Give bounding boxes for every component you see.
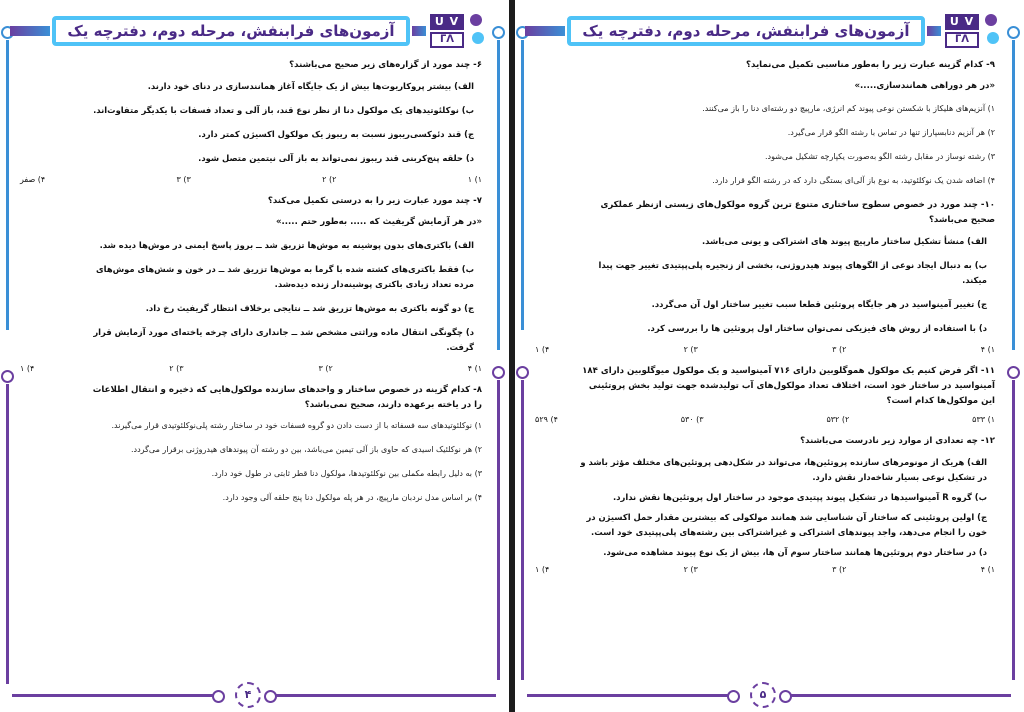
answer-option[interactable]: ۲) ۳ — [832, 345, 847, 354]
right-rail-decoration — [497, 380, 500, 680]
page-header — [10, 12, 500, 50]
left-rail-decoration — [6, 384, 9, 684]
answer-option[interactable]: ۳) ۲ — [683, 565, 698, 574]
footer-dot — [264, 690, 277, 703]
answer-option[interactable]: ۳) ۳ — [176, 175, 191, 184]
footer-dot — [212, 690, 225, 703]
bubble-decoration — [470, 14, 482, 26]
answer-option[interactable]: ۴) ۵۲۹ — [535, 415, 558, 424]
answer-option[interactable]: ۴) ۱ — [20, 364, 35, 373]
footer-line-decoration — [527, 694, 737, 697]
answer-options — [20, 364, 482, 373]
page-title: آزمون‌های فرابنفش، مرحله دوم، دفترچه یک — [582, 22, 910, 40]
question-7: ۷- چند مورد عبارت زیر را به درستی تکمیل می‌کند؟ — [267, 196, 482, 206]
answer-options — [535, 415, 995, 424]
answer-option[interactable]: ۲) ۵۳۲ — [826, 415, 850, 424]
answer-options — [535, 565, 995, 574]
page-number: ۵ — [750, 682, 776, 708]
header-strip-decoration — [525, 26, 565, 36]
answer-option[interactable]: ۴) ۱ — [535, 345, 550, 354]
page-title: آزمون‌های فرابنفش، مرحله دوم، دفترچه یک — [67, 22, 395, 40]
answer-option[interactable]: ۱) ۴ — [467, 364, 482, 373]
footer-dot — [727, 690, 740, 703]
answer-choice[interactable]: ۳) رشته نوساز در مقابل رشته الگو به‌صورت یکپارچه تشکیل می‌شود. — [764, 152, 995, 161]
bubble-decoration — [472, 32, 484, 44]
rail-dot — [1007, 366, 1020, 379]
question-11: ۱۱- اگر فرض کنیم یک مولکول هموگلوبین دارای ۷۱۶ آمینواسید و یک مولکول میوگلوبین دارای ۱۸۴ آمینواسید در ساختار خود است، اختلاف تعداد مولکول‌های آب تولیدشده جهت تولید بخش پروتئینی این مولکول‌ها کدام است؟ — [582, 366, 995, 406]
statement: ب) به دنبال ایجاد نوعی از الگوهای پیوند هیدروژنی، بخشی از زنجیره پلی‌پپتیدی تغییر جهت پیدا میکند. — [598, 260, 987, 285]
right-page — [515, 0, 1024, 712]
answer-options — [20, 175, 482, 184]
footer-dot — [779, 690, 792, 703]
header-strip-decoration — [10, 26, 50, 36]
statement: الف) منشأ تشکیل ساختار مارپیچ پیوند های اشتراکی و یونی می‌باشد. — [701, 236, 987, 246]
left-rail-decoration — [6, 40, 9, 330]
statement: ج) اولین پروتئینی که ساختار آن شناسایی شد همانند مولکولی که بیشترین مقدار حمل اکسیژن در خون را انجام می‌دهد، واجد پیوندهای اشتراکی و غیراشتراکی بین رشته‌های پلی‌پپتیدی خود است. — [586, 512, 987, 537]
answer-option[interactable]: ۲) ۳ — [318, 364, 333, 373]
bubble-decoration — [985, 14, 997, 26]
question-12: ۱۲- چه تعدادی از موارد زیر نادرست می‌باشند؟ — [800, 436, 995, 446]
question-8: ۸- کدام گزینه در خصوص ساختار و واحدهای سازنده مولکول‌هایی که ذخیره و انتقال اطلاعات را در یاخته برعهده دارند، صحیح نمی‌باشد؟ — [92, 385, 482, 410]
statement: د) حلقه پنج‌کربنی قند ریبوز نمی‌تواند به باز آلی نیتمین متصل شود. — [198, 153, 474, 163]
left-rail-decoration — [521, 40, 524, 330]
question-quote: «در هر آزمایش گریفیث که ..... به‌طور حتم .....» — [275, 217, 482, 227]
page-number: ۴ — [235, 682, 261, 708]
answer-option[interactable]: ۱) ۱ — [467, 175, 482, 184]
header-strip-decoration — [927, 26, 941, 36]
question-6: ۶- چند مورد از گزاره‌های زیر صحیح می‌باشند؟ — [289, 60, 482, 70]
rail-dot — [492, 366, 505, 379]
right-rail-decoration — [497, 40, 500, 350]
answer-option[interactable]: ۴) صفر — [20, 175, 46, 184]
rail-dot — [516, 366, 529, 379]
answer-option[interactable]: ۱) ۴ — [980, 565, 995, 574]
brand-logo: U V ᒥᐱ — [945, 14, 979, 48]
answer-option[interactable]: ۲) ۳ — [832, 565, 847, 574]
question-10: ۱۰- چند مورد در خصوص سطوح ساختاری متنوع ترین گروه مولکول‌های زیستی ازنظر عملکری صحیح می‌باشد؟ — [600, 200, 995, 225]
answer-option[interactable]: ۴) ۱ — [535, 565, 550, 574]
bubble-decoration — [987, 32, 999, 44]
brand-logo: U V ᒥᐱ — [430, 14, 464, 48]
statement: الف) باکتری‌های بدون پوشینه به موش‌ها تزریق شد ــ بروز پاسخ ایمنی در موش‌ها دیده شد. — [99, 240, 474, 250]
left-rail-decoration — [521, 380, 524, 680]
answer-choice[interactable]: ۲) هر نوکلئیک اسیدی که حاوی باز آلی تیمین می‌باشد، بین دو رشته آن پیوندهای هیدروژنی برقرار می‌گردد. — [131, 445, 482, 454]
answer-choice[interactable]: ۱) نوکلئوتیدهای سه فسفاته با از دست دادن دو گروه فسفات خود در ساختار رشته پلی‌نوکلئوتیدی قرار می‌گیرند. — [111, 421, 482, 430]
statement: ج) دو گونه باکتری به موش‌ها تزریق شد ــ نتایجی برخلاف انتظار گریفیث رخ داد. — [145, 303, 474, 313]
left-page — [0, 0, 509, 712]
question-9: ۹- کدام گزینه عبارت زیر را به‌طور مناسبی تکمیل می‌نماید؟ — [746, 60, 995, 70]
answer-choice[interactable]: ۴) بر اساس مدل نردبان مارپیچ، در هر پله مولکول دنا پنج حلقه آلی وجود دارد. — [222, 493, 482, 502]
statement: ب) فقط باکتری‌های کشته شده با گرما به موش‌ها تزریق شد ــ در خون و شش‌های موش‌های مرده تعداد زیادی باکتری پوشینه‌دار زنده دیده‌شد. — [96, 264, 474, 289]
answer-option[interactable]: ۳) ۵۳۰ — [680, 415, 704, 424]
answer-option[interactable]: ۱) ۴ — [980, 345, 995, 354]
answer-choice[interactable]: ۲) هر آنزیم دنابسپاراز تنها در تماس با رشته الگو قرار می‌گیرد. — [787, 128, 995, 137]
answer-options — [535, 345, 995, 354]
footer-line-decoration — [270, 694, 496, 697]
answer-option[interactable]: ۳) ۲ — [683, 345, 698, 354]
statement: ب) نوکلئوتیدهای یک مولکول دنا از نظر نوع قند، باز آلی و تعداد فسفات با یکدیگر متفاوت‌اند. — [93, 105, 474, 115]
footer-line-decoration — [785, 694, 1011, 697]
answer-option[interactable]: ۱) ۵۳۳ — [972, 415, 995, 424]
header-strip-decoration — [412, 26, 426, 36]
answer-option[interactable]: ۲) ۲ — [322, 175, 337, 184]
page-content — [20, 58, 482, 515]
answer-choice[interactable]: ۱) آنزیم‌های هلیکاز با شکستن نوعی پیوند کم انرژی، مارپیچ دو رشته‌ای دنا را باز می‌کنند. — [702, 104, 995, 113]
rail-dot — [1, 370, 14, 383]
statement: د) چگونگی انتقال ماده وراثتی مشخص شد ــ جانداری دارای چرخه یاخته‌ای مورد آزمایش قرار گرفت. — [93, 327, 474, 352]
footer-line-decoration — [12, 694, 222, 697]
page-content — [535, 58, 995, 584]
page-header — [525, 12, 1015, 50]
answer-option[interactable]: ۳) ۲ — [169, 364, 184, 373]
right-rail-decoration — [1012, 380, 1015, 680]
statement: الف) بیشتر پروکاریوت‌ها بیش از یک جایگاه آغاز همانندسازی در دنای خود دارند. — [147, 81, 474, 91]
question-quote: «در هر دوراهی همانندسازی.....» — [854, 81, 995, 91]
statement: ج) قند دئوکسی‌ریبوز نسبت به ریبوز یک مولکول اکسیژن کمتر دارد. — [198, 129, 474, 139]
statement: ج) تغییر آمینواسید در هر جایگاه پروتئین قطعا سبب تغییر ساختار اول آن می‌گردد. — [651, 299, 987, 309]
answer-choice[interactable]: ۴) اضافه شدن یک نوکلئوتید، به نوع باز آلی‌ای بستگی دارد که در رشته الگو قرار دارد. — [712, 176, 995, 185]
header-title-box — [52, 16, 410, 46]
answer-choice[interactable]: ۳) به دلیل رابطه مکملی بین نوکلئوتیدها، مولکول دنا قطر ثابتی در طول خود دارد. — [211, 469, 482, 478]
statement: د) با استفاده از روش های فیزیکی نمی‌توان ساختار اول پروتئین ها را بررسی کرد. — [647, 323, 987, 333]
statement: ب) گروه R آمینواسیدها در تشکیل پیوند پپتیدی موجود در ساختار اول پروتئین‌ها نقش ندارد. — [613, 492, 987, 502]
statement: الف) هریک از مونومرهای سازنده پروتئین‌ها، می‌تواند در شکل‌دهی پروتئین‌های مختلف مؤثر باشد و در تشکیل نوعی بسیار شاخه‌دار نقش دارد. — [580, 457, 987, 482]
right-rail-decoration — [1012, 40, 1015, 350]
statement: د) در ساختار دوم پروتئین‌ها همانند ساختار سوم آن ها، بیش از یک نوع پیوند مشاهده می‌شود. — [603, 547, 987, 557]
header-title-box — [567, 16, 925, 46]
